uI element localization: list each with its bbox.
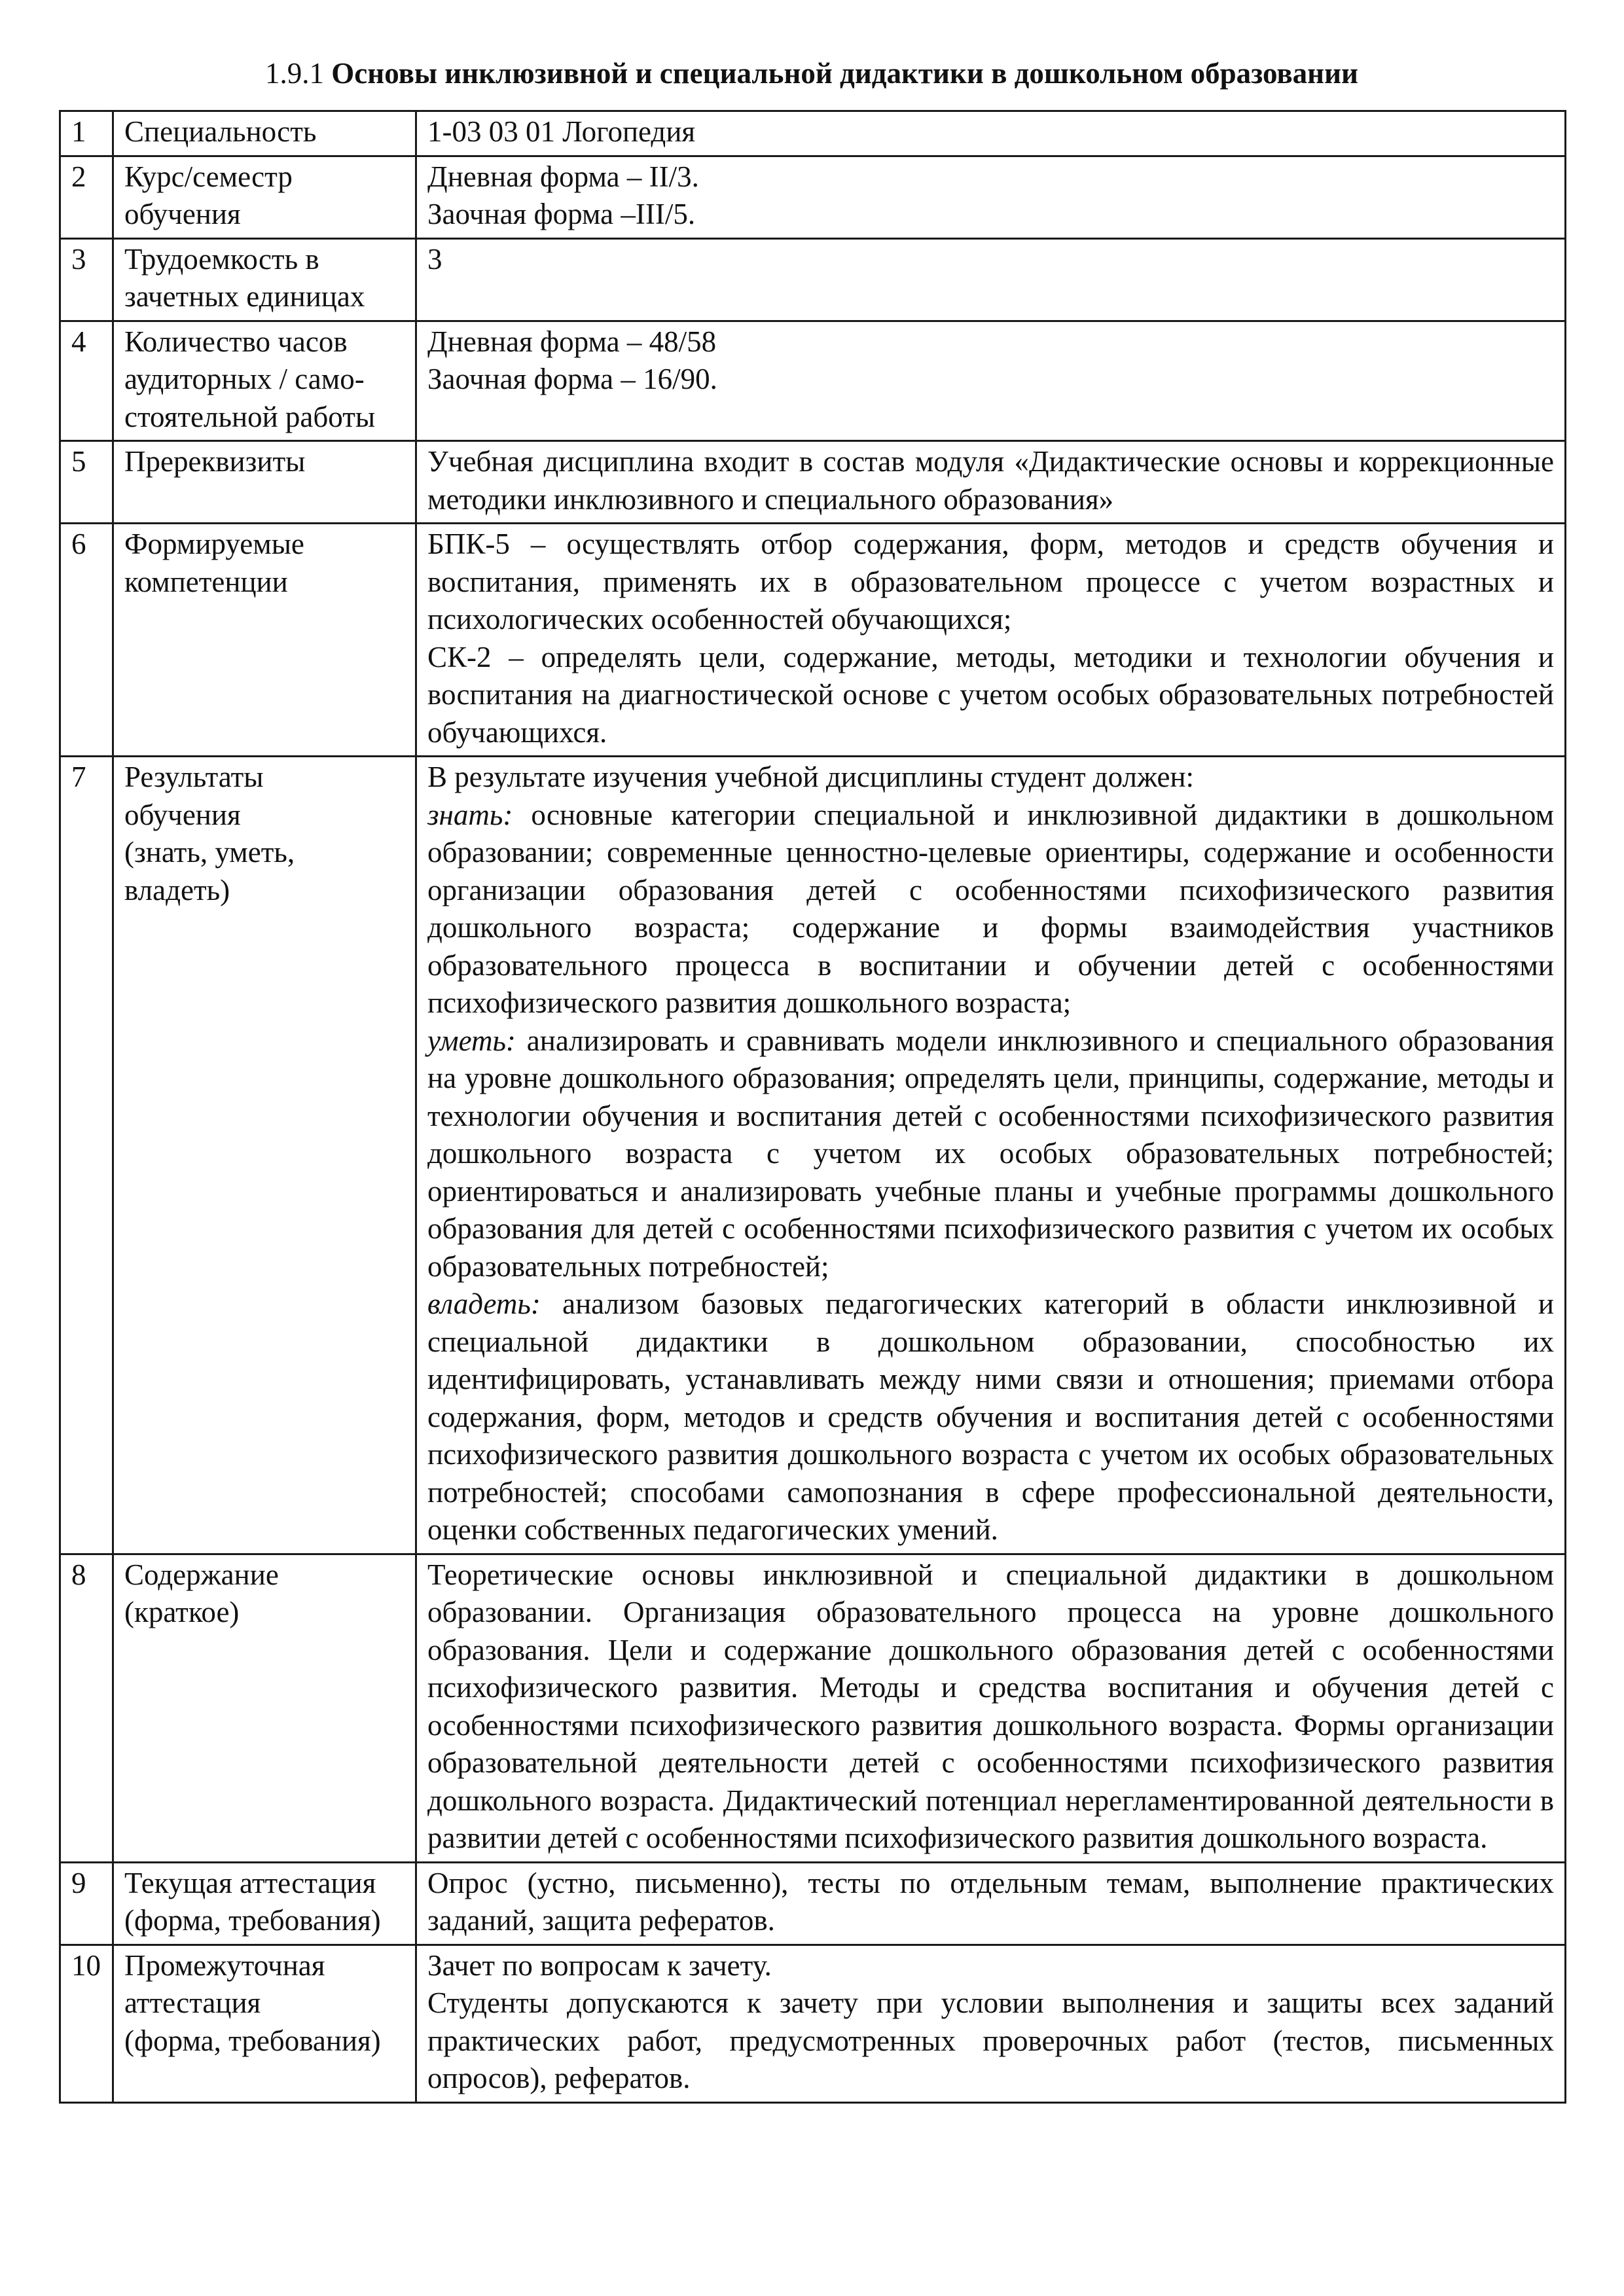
- label-line: Специальность: [124, 115, 317, 148]
- row-number: 8: [60, 1554, 113, 1862]
- know-keyword: знать:: [427, 798, 513, 831]
- label-line: (знать, уметь,: [124, 836, 295, 869]
- outcome-know: [427, 797, 1554, 1022]
- label-line: (форма, требования): [124, 2024, 381, 2057]
- row-value: [416, 111, 1566, 156]
- row-label: [113, 1945, 416, 2102]
- table-row: [60, 321, 1566, 441]
- label-line: (краткое): [124, 1596, 240, 1628]
- row-value: [416, 524, 1566, 757]
- label-line: обучения: [124, 198, 241, 230]
- row-value: [416, 1554, 1566, 1862]
- row-number: 5: [60, 441, 113, 524]
- outcome-able: [427, 1022, 1554, 1286]
- content-summary: Теоретические основы инклюзивной и специальной дидактики в дошкольном образовании. Организация образовательного процесса на уровне дошкольного образования. Цели и содержание дошкольного образования детей с особенностями психофизического развития. Методы и средства воспитания и обучения детей с особенностями психофизического развития дошкольного возраста. Формы организации образовательной деятельности детей с особенностями психофизического развития дошкольного возраста. Дидактический потенциал нерегламентированной деятельности в развитии детей с особенностями психофизического развития дошкольного возраста.: [427, 1558, 1554, 1854]
- outcomes-intro: В результате изучения учебной дисциплины студент должен:: [427, 761, 1195, 793]
- row-number: 2: [60, 156, 113, 238]
- row-value: [416, 1945, 1566, 2102]
- label-line: Пререквизиты: [124, 445, 306, 478]
- final-assessment-requirements: Студенты допускаются к зачету при условии выполнения и защиты всех заданий практических работ, предусмотренных проверочных работ (тестов, письменных опросов), рефератов.: [427, 1986, 1554, 2094]
- value-line: Заочная форма – 16/90.: [427, 363, 717, 395]
- able-text: анализировать и сравнивать модели инклюзивного и специального образования на уровне дошкольного образования; определять цели, принципы, содержание, методы и технологии обучения и воспитания детей с особенностями психофизического развития дошкольного возраста с учетом их особых образовательных потребностей; ориентироваться и анализировать учебные планы и учебные программы дошкольного образования для детей с особенностями психофизического развития с учетом их особых образовательных потребностей;: [427, 1024, 1555, 1283]
- document-title: [59, 54, 1564, 93]
- label-line: владеть): [124, 873, 230, 906]
- row-number: 6: [60, 524, 113, 757]
- table-row: [60, 1862, 1566, 1945]
- label-line: обучения: [124, 798, 241, 831]
- row-label: [113, 1862, 416, 1945]
- title-number: 1.9.1: [265, 57, 325, 90]
- table-row: [60, 156, 1566, 238]
- value-paragraph: Учебная дисциплина входит в состав модуля «Дидактические основы и коррекционные методики инклюзивного и специального образования»: [427, 445, 1554, 516]
- current-assessment: Опрос (устно, письменно), тесты по отдельным темам, выполнение практических заданий, защита рефератов.: [427, 1866, 1554, 1937]
- table-row: [60, 1945, 1566, 2102]
- competence-sk2: СК-2 – определять цели, содержание, методы, методики и технологии обучения и воспитания на диагностической основе с учетом особых образовательных потребностей обучающихся.: [427, 640, 1554, 749]
- syllabus-table: [59, 110, 1566, 2104]
- table-row: [60, 441, 1566, 524]
- label-line: аудиторных / само-: [124, 363, 365, 395]
- row-label: [113, 441, 416, 524]
- outcome-own: [427, 1285, 1554, 1549]
- row-label: [113, 238, 416, 321]
- row-number: 7: [60, 757, 113, 1554]
- row-number: 4: [60, 321, 113, 441]
- label-line: Текущая аттестация: [124, 1866, 376, 1899]
- row-value: [416, 156, 1566, 238]
- row-number: 10: [60, 1945, 113, 2102]
- row-value: [416, 321, 1566, 441]
- table-row: [60, 238, 1566, 321]
- table-row: [60, 757, 1566, 1554]
- value-line: Заочная форма –III/5.: [427, 198, 696, 230]
- label-line: стоятельной работы: [124, 400, 376, 433]
- label-line: Содержание: [124, 1558, 279, 1591]
- row-label: [113, 156, 416, 238]
- table-row: [60, 1554, 1566, 1862]
- label-line: (форма, требования): [124, 1904, 381, 1937]
- row-label: [113, 757, 416, 1554]
- able-keyword: уметь:: [427, 1024, 516, 1057]
- row-label: [113, 321, 416, 441]
- final-assessment-form: Зачет по вопросам к зачету.: [427, 1948, 772, 1982]
- label-line: Формируемые: [124, 528, 304, 560]
- label-line: компетенции: [124, 565, 288, 598]
- label-line: зачетных единицах: [124, 280, 365, 313]
- label-line: аттестация: [124, 1986, 261, 2019]
- row-value: [416, 441, 1566, 524]
- value-line: 3: [427, 242, 442, 276]
- label-line: Курс/семестр: [124, 160, 293, 193]
- row-value: [416, 757, 1566, 1554]
- row-number: 1: [60, 111, 113, 156]
- value-line: Дневная форма – II/3.: [427, 160, 699, 193]
- row-label: [113, 524, 416, 757]
- row-label: [113, 111, 416, 156]
- table-row: [60, 524, 1566, 757]
- title-text: Основы инклюзивной и специальной дидактики в дошкольном образовании: [331, 57, 1358, 90]
- row-value: [416, 238, 1566, 321]
- competence-bpk5: БПК-5 – осуществлять отбор содержания, форм, методов и средств обучения и воспитания, применять их в образовательном процессе с учетом возрастных и психологических особенностей обучающихся;: [427, 528, 1554, 636]
- value-line: Дневная форма – 48/58: [427, 325, 717, 358]
- row-number: 9: [60, 1862, 113, 1945]
- row-label: [113, 1554, 416, 1862]
- label-line: Количество часов: [124, 325, 348, 358]
- row-value: [416, 1862, 1566, 1945]
- label-line: Результаты: [124, 761, 264, 793]
- table-row: [60, 111, 1566, 156]
- label-line: Трудоемкость в: [124, 242, 319, 276]
- own-keyword: владеть:: [427, 1287, 541, 1320]
- own-text: анализом базовых педагогических категорий в области инклюзивной и специальной дидактики в дошкольном образовании, способностью их идентифицировать, устанавливать между ними связи и отношения; приемами отбора содержания, форм, методов и средств обучения и воспитания детей с особенностями психофизического развития дошкольного возраста с учетом их особых образовательных потребностей; способами самопознания в сфере профессиональной деятельности, оценки собственных педагогических умений.: [427, 1287, 1555, 1546]
- value-line: 1-03 03 01 Логопедия: [427, 115, 696, 148]
- row-number: 3: [60, 238, 113, 321]
- know-text: основные категории специальной и инклюзивной дидактики в дошкольном образовании; современные ценностно-целевые ориентиры, содержание и особенности организации образования детей с особенностями психофизического развития дошкольного возраста; содержание и формы взаимодействия участников образовательного процесса в воспитании и обучении детей с особенностями психофизического развития дошкольного возраста;: [427, 798, 1555, 1019]
- label-line: Промежуточная: [124, 1948, 325, 1982]
